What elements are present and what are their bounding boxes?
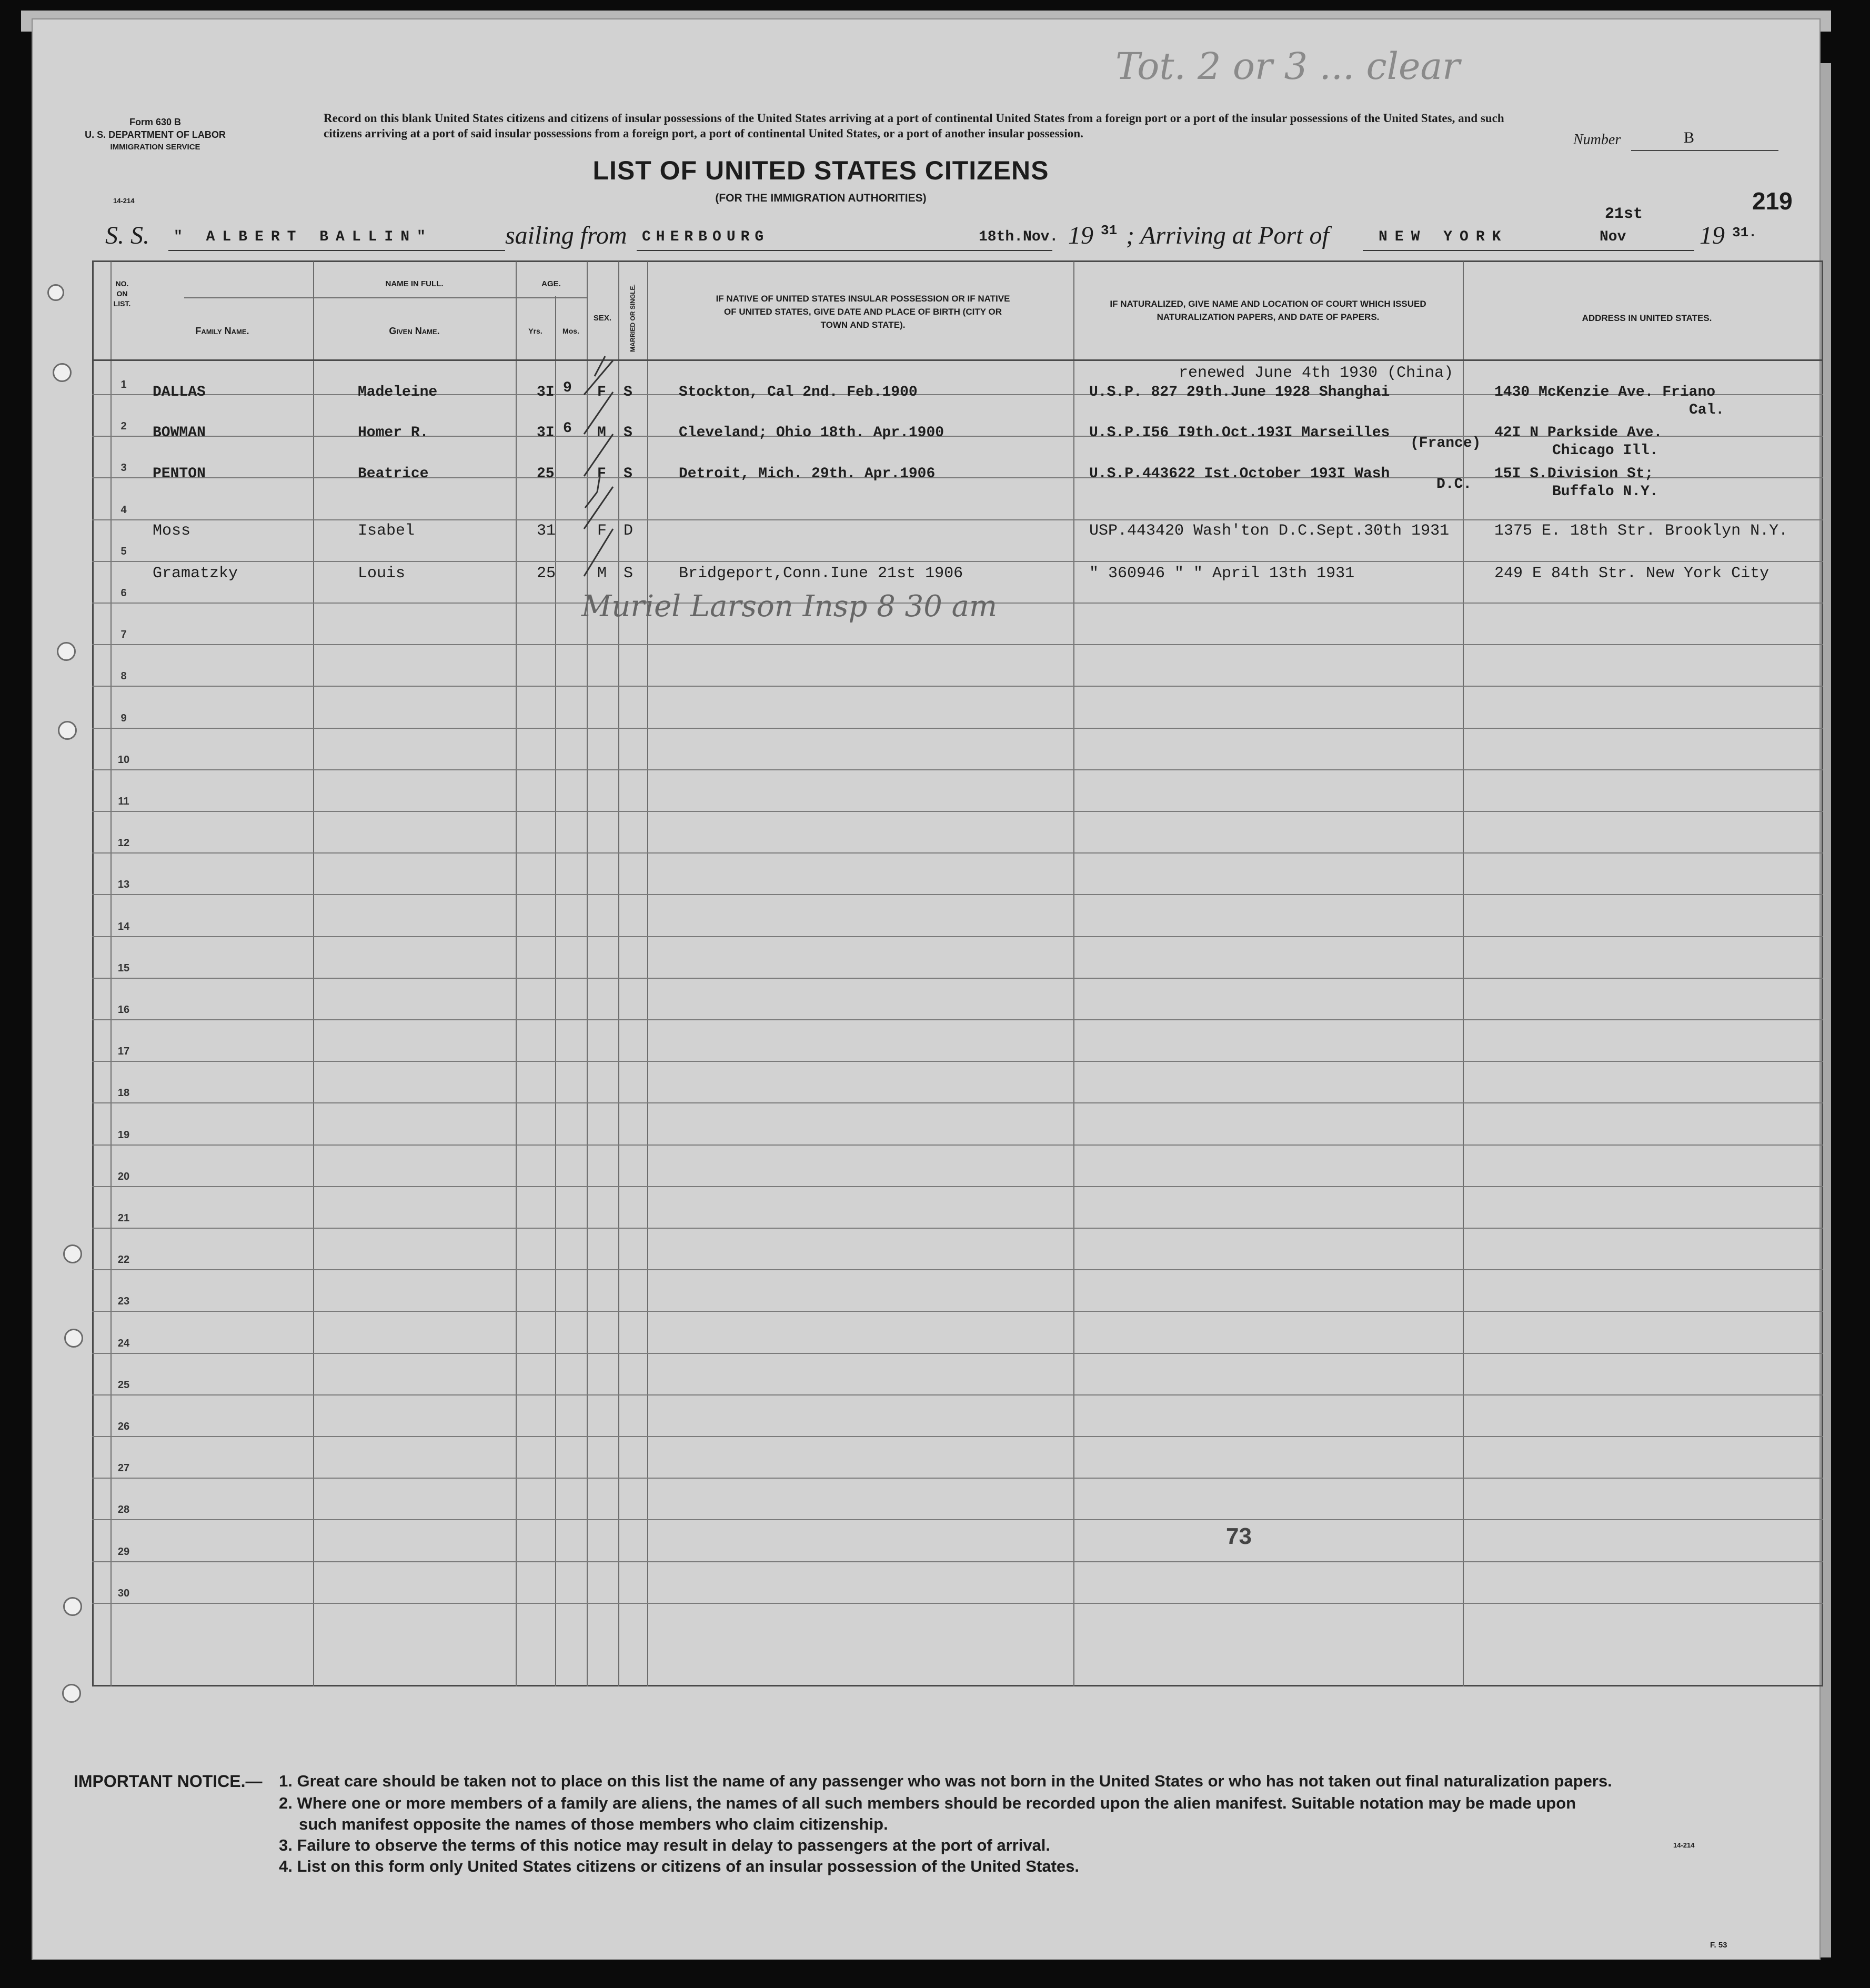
year-suffix-2: 31. [1732, 225, 1757, 240]
passenger-age-years: 25 [537, 466, 555, 482]
passenger-naturalization-cont: D.C. [1436, 476, 1472, 493]
passenger-family-name: PENTON [153, 466, 206, 482]
row-number: 13 [117, 879, 130, 890]
page-number: 219 [1752, 187, 1793, 215]
notice-item-1: 1. Great care should be taken not to place on this list the name of any passenger who was not born in the United States or who has not taken out final naturalization papers. [279, 1772, 1612, 1790]
sailing-from-label: sailing from [505, 222, 627, 249]
row-number: 12 [117, 837, 130, 849]
passenger-given-name: Beatrice [358, 466, 429, 482]
passenger-given-name: Louis [358, 565, 406, 583]
col-line-given [516, 262, 517, 1686]
ship-name: " ALBERT BALLIN" [174, 229, 433, 245]
form-code: 14-214 [113, 197, 135, 205]
col-header-sex: SEX. [593, 314, 612, 323]
arrival-port: NEW YORK [1379, 229, 1509, 245]
row-number: 10 [117, 754, 130, 766]
row-number: 14 [117, 921, 130, 932]
passenger-address: 1430 McKenzie Ave. Friano [1494, 384, 1716, 400]
row-rule [92, 644, 1823, 645]
passenger-naturalization: USP.443420 Wash'ton D.C.Sept.30th 1931 [1089, 522, 1450, 540]
passenger-given-name: Isabel [358, 522, 415, 540]
col-line-family [313, 262, 314, 1686]
row-number: 1 [120, 379, 127, 390]
row-rule [92, 978, 1823, 979]
punch-hole [53, 363, 72, 382]
notice-heading: IMPORTANT NOTICE.— [74, 1772, 263, 1791]
notice-item-4: 4. List on this form only United States citizens or citizens of an insular possession of the United States. [279, 1857, 1079, 1875]
passenger-naturalization: " 360946 " " April 13th 1931 [1089, 565, 1355, 583]
row-number: 4 [120, 504, 127, 516]
form-id-block [76, 116, 234, 154]
row-rule [92, 1186, 1823, 1187]
col-header-mos: Mos. [562, 327, 579, 335]
passenger-given-name: Homer R. [358, 425, 429, 441]
row-rule [92, 1019, 1823, 1020]
punch-hole [57, 642, 76, 661]
arrival-day-annotation: 21st [1605, 205, 1643, 223]
punch-hole [64, 1329, 83, 1348]
inspector-signature: Muriel Larson Insp 8 30 am [581, 589, 998, 624]
number-underline [1631, 150, 1778, 151]
number-label: Number [1573, 132, 1621, 148]
passenger-address-cont: Buffalo N.Y. [1552, 484, 1658, 500]
passenger-age-months: 6 [563, 420, 572, 437]
year-suffix-1: 31 [1101, 223, 1118, 238]
punch-hole [58, 721, 77, 740]
row-rule [92, 519, 1823, 520]
notice-item-2-cont: such manifest opposite the names of those members who claim citizenship. [299, 1815, 888, 1833]
passenger-address: 249 E 84th Str. New York City [1494, 565, 1770, 583]
passenger-address: 15I S.Division St; [1494, 466, 1654, 482]
row-rule [92, 1519, 1823, 1520]
col-header-family-name: Family Name. [195, 326, 249, 336]
passenger-family-name: Moss [153, 522, 191, 540]
passenger-birthplace: Stockton, Cal 2nd. Feb.1900 [679, 384, 918, 400]
punch-hole [63, 1244, 82, 1263]
passenger-naturalization: U.S.P.443622 Ist.October 193I Wash [1089, 466, 1390, 482]
row-number: 8 [120, 670, 127, 682]
row-number: 21 [117, 1212, 130, 1224]
row-rule [92, 1228, 1823, 1229]
row-rule [92, 1269, 1823, 1270]
col-line-no [110, 262, 112, 1686]
row-rule [92, 811, 1823, 812]
row-rule [92, 1311, 1823, 1312]
row-number: 25 [117, 1379, 130, 1391]
name-header-divider [184, 297, 516, 298]
row-number: 29 [117, 1546, 130, 1558]
passenger-marital-status: S [624, 565, 634, 583]
row-number: 22 [117, 1254, 130, 1266]
row-number: 2 [120, 420, 127, 432]
col-header-given-name: Given Name. [389, 326, 440, 336]
page-subtitle: (FOR THE IMMIGRATION AUTHORITIES) [715, 192, 927, 204]
row-rule [92, 769, 1823, 770]
passenger-family-name: Gramatzky [153, 565, 238, 583]
punch-hole [47, 284, 64, 301]
top-handwriting: Tot. 2 or 3 ... clear [1115, 45, 1460, 88]
age-tick-marks [579, 355, 647, 587]
arriving-label: ; Arriving at Port of [1126, 222, 1329, 249]
col-header-birthplace: IF NATIVE OF UNITED STATES INSULAR POSSESSION OR IF NATIVE OF UNITED STATES, GIVE DATE AND PLACE OF BIRTH (CITY OR TOWN AND STATE). [716, 294, 1010, 330]
row-rule [92, 561, 1823, 562]
passenger-sex: F [597, 384, 606, 400]
row-number: 24 [117, 1338, 130, 1349]
punch-hole [62, 1684, 81, 1703]
ship-underline [168, 250, 505, 251]
row-number: 19 [117, 1129, 130, 1141]
row-rule [92, 1061, 1823, 1062]
row-rule [92, 686, 1823, 687]
row-number: 9 [120, 712, 127, 724]
footer-code: F. 53 [1710, 1941, 1727, 1950]
row-rule [92, 1561, 1823, 1562]
passenger-age-years: 3I [537, 384, 555, 400]
passenger-sex: F [597, 522, 607, 540]
passenger-address: 1375 E. 18th Str. Brooklyn N.Y. [1494, 522, 1788, 540]
row-number: 15 [117, 962, 130, 974]
col-header-married-single: MARRIED OR SINGLE. [629, 284, 637, 352]
passenger-naturalization: U.S.P.I56 I9th.Oct.193I Marseilles [1089, 425, 1390, 441]
year-prefix-1: 19 [1068, 222, 1093, 249]
row-number: 27 [117, 1462, 130, 1474]
page-title: LIST OF UNITED STATES CITIZENS [592, 156, 1049, 185]
passenger-given-name: Madeleine [358, 384, 438, 400]
row-rule [92, 1144, 1823, 1146]
passenger-address-cont: Cal. [1689, 402, 1725, 418]
passenger-age-years: 3I [537, 425, 555, 441]
service-name: IMMIGRATION SERVICE [110, 143, 200, 152]
col-line-natz [1463, 262, 1464, 1686]
row-rule [92, 1603, 1823, 1604]
passenger-marital-status: S [624, 425, 632, 441]
header-bottom-rule [92, 359, 1823, 361]
col-line-birth [1073, 262, 1074, 1686]
row-number: 16 [117, 1004, 130, 1016]
col-header-yrs: Yrs. [528, 327, 542, 335]
passenger-age-years: 31 [537, 522, 556, 540]
departure-port: CHERBOURG [642, 229, 769, 245]
row-number: 28 [117, 1504, 130, 1515]
departure-date: 18th.Nov. [979, 229, 1059, 245]
passenger-naturalization-note: renewed June 4th 1930 (China) [1179, 364, 1454, 382]
form-number: Form 630 B [129, 117, 182, 127]
passenger-sex: F [597, 466, 606, 482]
row-rule [92, 1353, 1823, 1354]
col-header-age: AGE. [541, 279, 561, 288]
passenger-birthplace: Cleveland; Ohio 18th. Apr.1900 [679, 425, 944, 441]
manifest-sheet [32, 18, 1821, 1960]
row-rule [92, 1394, 1823, 1395]
col-header-naturalization: IF NATURALIZED, GIVE NAME AND LOCATION OF COURT WHICH ISSUED NATURALIZATION PAPERS, AND DATE OF PAPERS. [1110, 299, 1426, 322]
notice-item-2: 2. Where one or more members of a family are aliens, the names of all such members should be recorded upon the alien manifest. Suitable notation may be made upon [279, 1794, 1576, 1812]
col-line-ms [647, 262, 648, 1686]
passenger-marital-status: D [624, 522, 634, 540]
row-rule [92, 1436, 1823, 1437]
passenger-family-name: DALLAS [153, 384, 206, 400]
passenger-sex: M [597, 565, 607, 583]
passenger-naturalization: U.S.P. 827 29th.June 1928 Shanghai [1089, 384, 1390, 400]
year-prefix-2: 19 [1700, 222, 1725, 249]
row-rule [92, 728, 1823, 729]
row-number: 18 [117, 1087, 130, 1099]
passenger-naturalization-cont: (France) [1410, 435, 1481, 451]
col-header-name-in-full: NAME IN FULL. [385, 279, 444, 288]
col-header-no: NO. ON LIST. [113, 279, 131, 308]
row-number: 30 [117, 1588, 130, 1599]
row-rule [92, 1478, 1823, 1479]
arrival-date: Nov [1600, 229, 1626, 245]
passenger-age-months: 9 [563, 380, 572, 396]
punch-hole [63, 1597, 82, 1616]
row-number: 3 [120, 462, 127, 474]
passenger-sex: M [597, 425, 606, 441]
passenger-address: 42I N Parkside Ave. [1494, 425, 1663, 441]
row-number: 7 [120, 629, 127, 640]
row-rule [92, 894, 1823, 895]
passenger-marital-status: S [624, 466, 632, 482]
passenger-birthplace: Bridgeport,Conn.Iune 21st 1906 [679, 565, 963, 583]
row-rule [92, 936, 1823, 937]
row-number: 5 [120, 546, 127, 557]
row-number: 17 [117, 1046, 130, 1057]
department-name: U. S. DEPARTMENT OF LABOR [85, 129, 226, 140]
row-number: 6 [120, 587, 127, 599]
row-number: 11 [118, 796, 129, 807]
passenger-family-name: BOWMAN [153, 425, 206, 441]
passenger-age-years: 25 [537, 565, 556, 583]
departure-underline [637, 250, 1052, 251]
row-number: 26 [117, 1421, 130, 1432]
row-rule [92, 1102, 1823, 1103]
passenger-birthplace: Detroit, Mich. 29th. Apr.1906 [679, 466, 936, 482]
stamp-number: 73 [1226, 1523, 1252, 1549]
row-number: 20 [117, 1171, 130, 1182]
age-header-divider [516, 297, 587, 298]
notice-item-3: 3. Failure to observe the terms of this notice may result in delay to passengers at the port of arrival. [279, 1836, 1051, 1854]
passenger-address-cont: Chicago Ill. [1552, 443, 1658, 459]
col-header-address: ADDRESS IN UNITED STATES. [1582, 313, 1712, 323]
number-value: B [1684, 129, 1695, 146]
instructions-text: Record on this blank United States citizens and citizens of insular possessions of the United States arriving at a port of continental United States from a foreign port or a port of the insular possessions of the United States, and such citizens arriving at a port of said insular possessions from a foreign port, a port of continental United States, or a port of another insular possession. [324, 112, 1504, 140]
arrival-underline [1363, 250, 1694, 251]
notice-form-code: 14-214 [1673, 1841, 1695, 1849]
passenger-marital-status: S [624, 384, 632, 400]
row-rule [92, 852, 1823, 854]
row-number: 23 [117, 1296, 130, 1307]
ss-label: S. S. [105, 222, 149, 249]
